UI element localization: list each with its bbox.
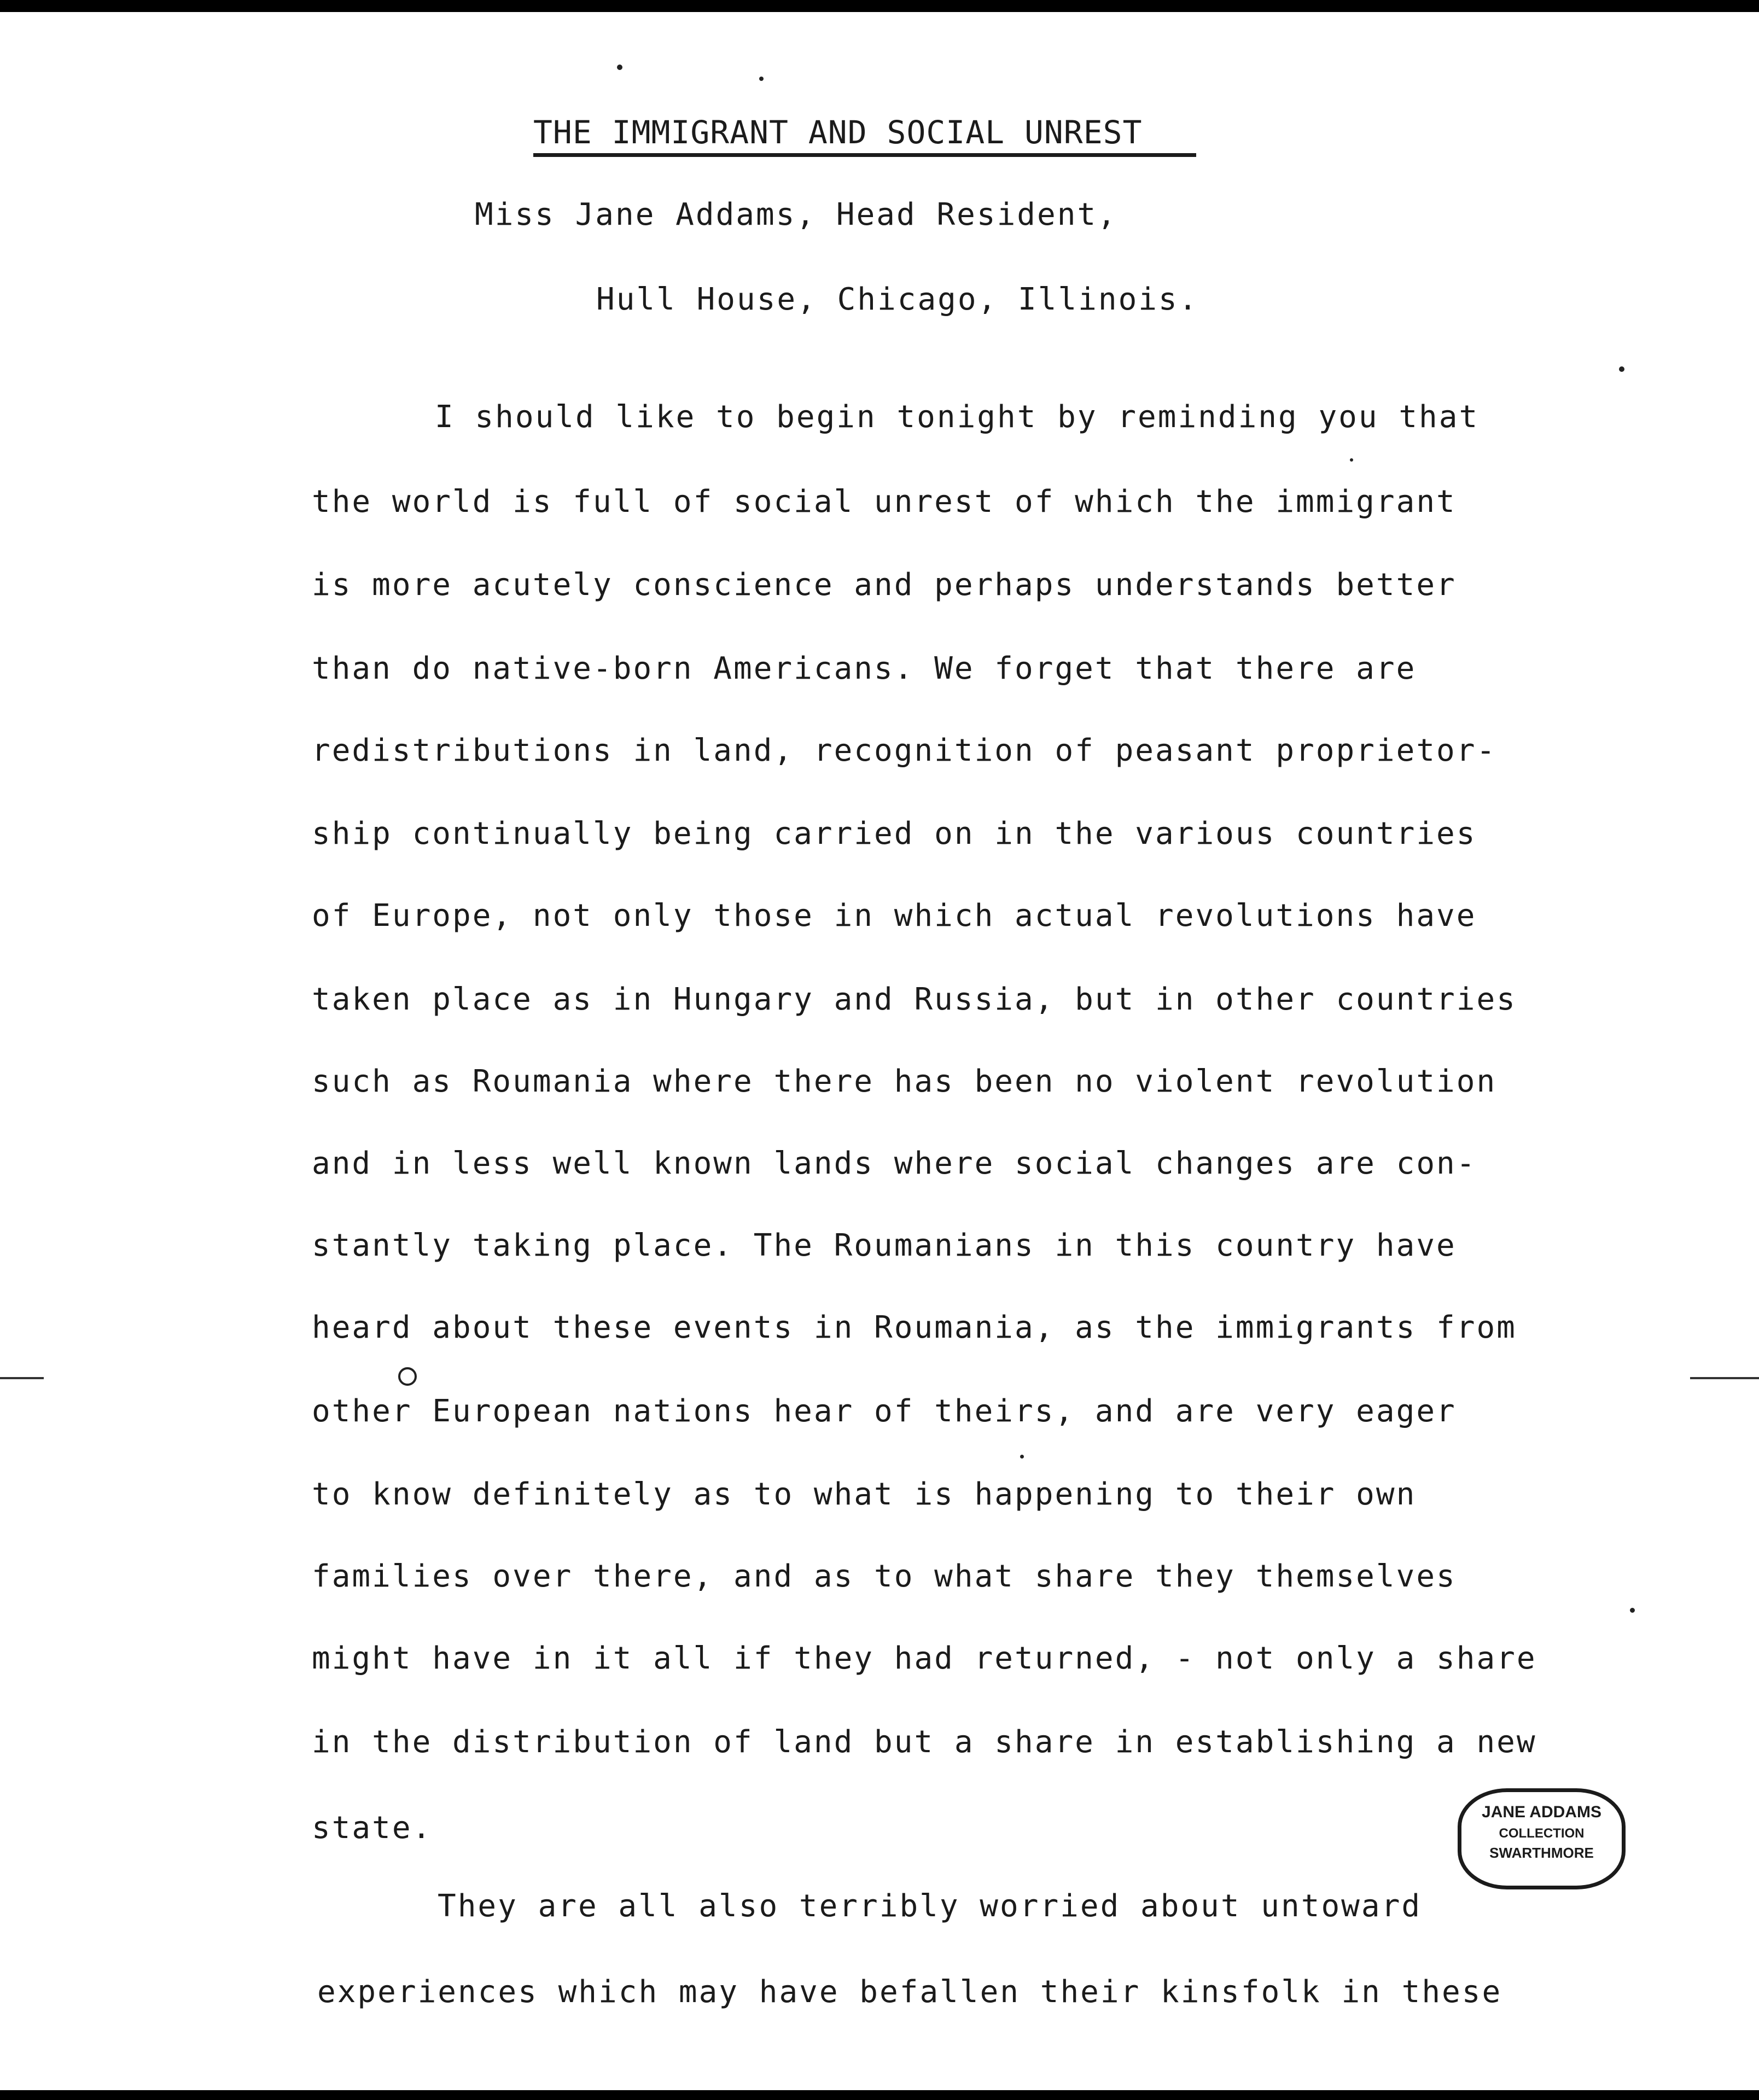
body-line: might have in it all if they had returned, - not only a share bbox=[312, 1641, 1537, 1676]
body-line: in the distribution of land but a share in establishing a new bbox=[312, 1724, 1537, 1760]
body-line: such as Roumania where there has been no violent revolution bbox=[312, 1064, 1497, 1099]
scan-speck bbox=[759, 77, 764, 81]
author-line: Miss Jane Addams, Head Resident, bbox=[475, 197, 1117, 232]
scan-speck bbox=[1619, 366, 1624, 372]
body-line: to know definitely as to what is happening to their own bbox=[312, 1477, 1417, 1512]
scan-speck bbox=[1630, 1608, 1635, 1613]
body-line: state. bbox=[312, 1810, 433, 1846]
title-underline bbox=[533, 153, 1196, 157]
body-line: I should like to begin tonight by reminding you that bbox=[435, 399, 1480, 435]
body-line: families over there, and as to what share they themselves bbox=[312, 1559, 1457, 1594]
location-line: Hull House, Chicago, Illinois. bbox=[596, 282, 1199, 317]
body-line: of Europe, not only those in which actual revolutions have bbox=[312, 898, 1477, 934]
scan-border-top bbox=[0, 0, 1759, 12]
body-line: other European nations hear of theirs, and are very eager bbox=[312, 1393, 1457, 1429]
body-line: ship continually being carried on in the various countries bbox=[312, 816, 1477, 851]
body-line: the world is full of social unrest of which the immigrant bbox=[312, 484, 1457, 520]
collection-stamp bbox=[1458, 1788, 1626, 1889]
body-line: redistributions in land, recognition of peasant proprietor- bbox=[312, 733, 1497, 768]
stamp-line-3: SWARTHMORE bbox=[1489, 1845, 1594, 1861]
body-line: than do native-born Americans. We forget that there are bbox=[312, 651, 1417, 686]
document-title: THE IMMIGRANT AND SOCIAL UNREST bbox=[533, 114, 1143, 151]
fold-mark-right bbox=[1690, 1377, 1759, 1379]
body-line: and in less well known lands where social changes are con- bbox=[312, 1146, 1477, 1181]
body-line: stantly taking place. The Roumanians in this country have bbox=[312, 1228, 1457, 1263]
scan-border-bottom bbox=[0, 2090, 1759, 2100]
scan-speck bbox=[1020, 1455, 1024, 1459]
stamp-line-2: COLLECTION bbox=[1499, 1826, 1585, 1841]
scan-speck bbox=[1350, 458, 1353, 462]
body-line: heard about these events in Roumania, as the immigrants from bbox=[312, 1310, 1517, 1345]
scan-speck bbox=[398, 1367, 417, 1386]
stamp-line-1: JANE ADDAMS bbox=[1482, 1803, 1601, 1821]
scan-speck bbox=[617, 65, 622, 70]
body-line: experiences which may have befallen their kinsfolk in these bbox=[317, 1974, 1502, 2010]
body-line: is more acutely conscience and perhaps understands better bbox=[312, 567, 1457, 603]
body-line: They are all also terribly worried about untoward bbox=[438, 1888, 1422, 1924]
body-line: taken place as in Hungary and Russia, but in other countries bbox=[312, 982, 1517, 1017]
fold-mark-left bbox=[0, 1377, 44, 1379]
